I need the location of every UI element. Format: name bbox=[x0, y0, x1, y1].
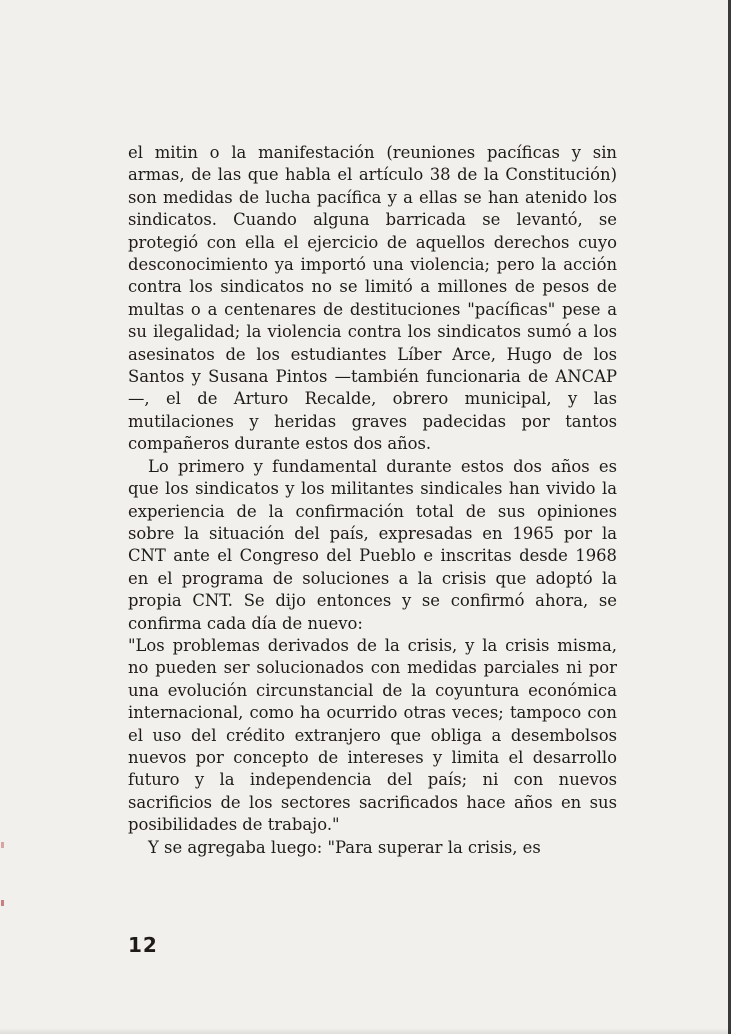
paragraph-1: el mitin o la manifestación (reuniones pacíficas y sin armas, de las que habla el artículo 38 de la Constitución) son medidas de lucha pacífica y a ellas se han atenido los sindicatos. Cuando alguna barricada se levantó, se protegió con ella el ejercicio de aquellos derechos cuyo desconocimiento ya importó una violencia; pero la acción contra los sindicatos no se limitó a millones de pesos de multas o a centenares de destituciones "pacíficas" pese a su ilegalidad; la violencia contra los sindicatos sumó a los asesinatos de los estudiantes Líber Arce, Hugo de los Santos y Susana Pintos —también funcionaria de ANCAP—, el de Arturo Recalde, obrero municipal, y las mutilaciones y heridas graves padecidas por tantos compañeros durante estos dos años. bbox=[128, 143, 617, 454]
paragraph-4: Y se agregaba luego: "Para superar la crisis, es bbox=[148, 837, 541, 857]
page-number: 12 bbox=[128, 933, 158, 957]
body-text bbox=[128, 142, 617, 859]
paragraph-3-quote: "Los problemas derivados de la crisis, y la crisis misma, no pueden ser solucionados con medidas parciales ni por una evolución circunstancial de la coyuntura económica internacional, como ha ocurrido otras veces; tampoco con el uso del crédito extranjero que obliga a desembolsos nuevos por concepto de intereses y limita el desarrollo futuro y la independencia del país; ni con nuevos sacrificios de los sectores sacrificados hace años en sus posibilidades de trabajo." bbox=[128, 635, 617, 835]
paragraph-2: Lo primero y fundamental durante estos dos años es que los sindicatos y los militantes sindicales han vivido la experiencia de la confirmación total de sus opiniones sobre la situación del país, expresadas en 1965 por la CNT ante el Congreso del Pueblo e inscritas desde 1968 en el programa de soluciones a la crisis que adoptó la propia CNT. Se dijo entonces y se confirmó ahora, se confirma cada día de nuevo: bbox=[128, 456, 617, 633]
margin-mark bbox=[1, 842, 4, 848]
page-bottom-shade bbox=[0, 1028, 731, 1034]
margin-mark bbox=[1, 900, 4, 906]
